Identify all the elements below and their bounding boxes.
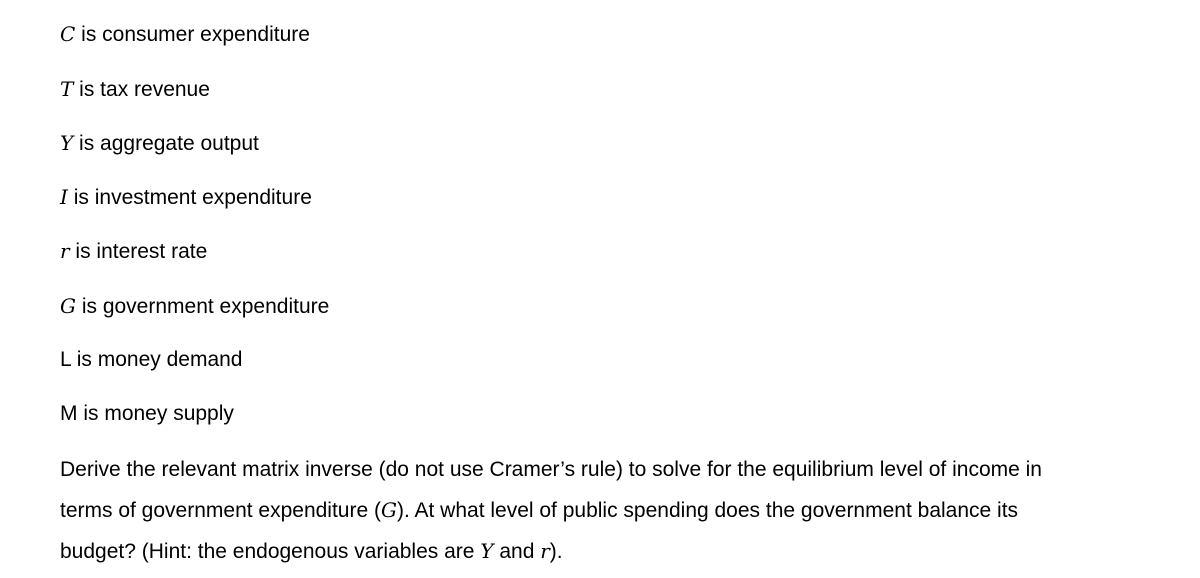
question-text: ). At what level of public spending does the government balance its: [396, 499, 1019, 522]
question-text: Derive the relevant matrix inverse (do not use Cramer’s rule) to solve for the equilibrium level of income in: [60, 458, 1042, 481]
question-line-1: [60, 450, 1170, 490]
definition-text: is aggregate output: [73, 132, 259, 155]
definition-government-expenditure: [60, 292, 329, 321]
math-variable-c: C: [60, 22, 76, 46]
math-variable-g: G: [381, 498, 397, 522]
definition-tax-revenue: [60, 75, 210, 104]
definition-text: is tax revenue: [73, 78, 210, 101]
definition-interest-rate: [60, 237, 207, 266]
math-variable-r: r: [540, 539, 550, 563]
definition-consumer-expenditure: [60, 20, 310, 49]
math-variable-t: T: [60, 77, 74, 101]
question-line-3: [60, 531, 1170, 572]
definition-money-supply: [60, 400, 234, 428]
math-variable-i: I: [60, 185, 68, 209]
question-text: ).: [549, 540, 563, 563]
definition-money-demand: [60, 346, 243, 374]
definition-aggregate-output: [60, 129, 259, 158]
definition-text: M is money supply: [60, 402, 234, 425]
definition-text: is consumer expenditure: [75, 23, 310, 46]
question-paragraph: [60, 450, 1170, 572]
question-text: budget? (Hint: the endogenous variables are: [60, 540, 481, 563]
definition-investment-expenditure: [60, 183, 312, 212]
math-variable-y: Y: [60, 131, 74, 155]
definition-text: is government expenditure: [75, 295, 330, 318]
math-variable-y: Y: [480, 539, 494, 563]
math-variable-r: r: [60, 239, 70, 263]
definition-text: is interest rate: [69, 240, 208, 263]
definition-text: is investment expenditure: [67, 186, 312, 209]
math-variable-g: G: [60, 294, 76, 318]
question-text: terms of government expenditure (: [60, 499, 381, 522]
question-text: and: [493, 540, 541, 563]
definition-text: L is money demand: [60, 348, 243, 371]
question-line-2: [60, 490, 1170, 531]
